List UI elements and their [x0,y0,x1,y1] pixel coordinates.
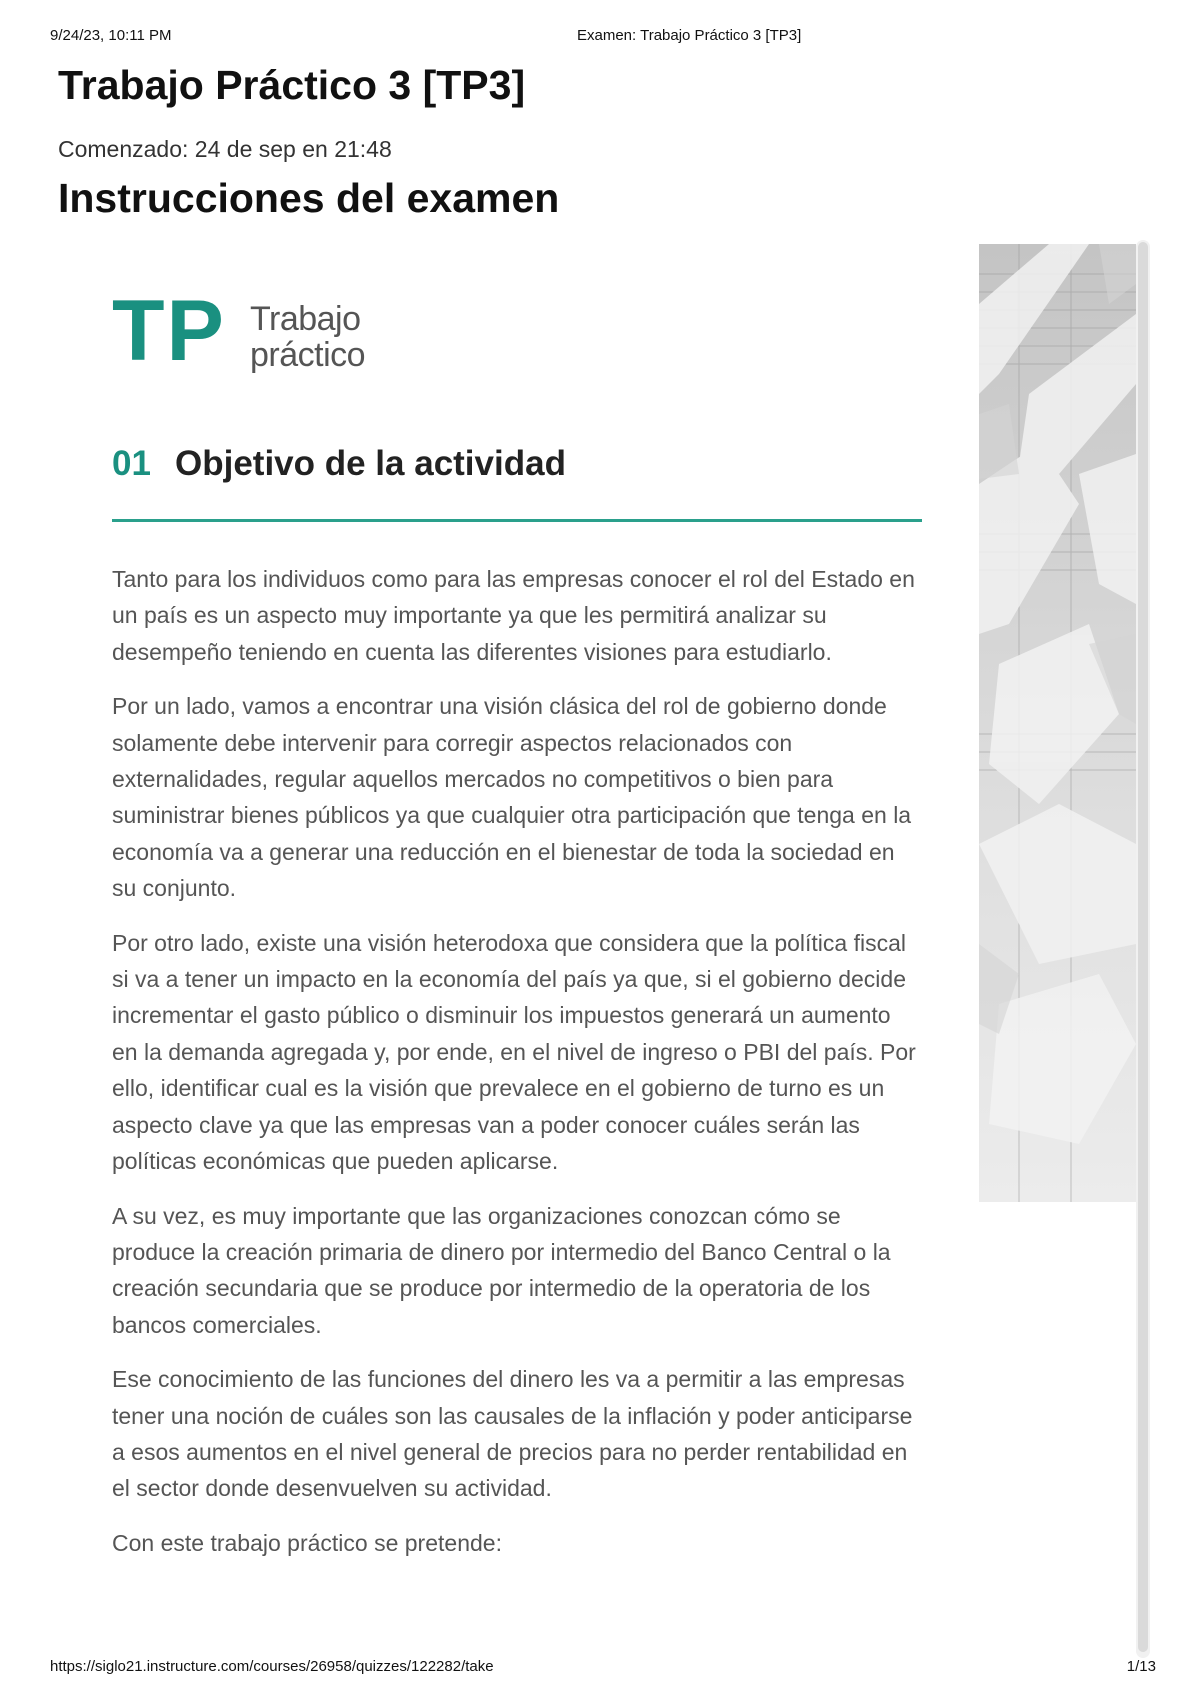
print-header [0,27,1200,51]
instructions-heading: Instrucciones del examen [58,175,560,221]
print-datetime: 9/24/23, 10:11 PM [50,27,172,44]
scrollbar-thumb[interactable] [1138,242,1148,1652]
print-page-number: 1/13 [1126,1658,1156,1675]
paragraph: Por un lado, vamos a encontrar una visión clásica del rol de gobierno donde solamente debe intervenir para corregir aspectos relacionados con externalidades, regular aquellos mercados no competitivos o bien para suministrar bienes públicos ya que cualquier otra participación que tenga en la economía va a generar una reducción en el bienestar de toda la sociedad en su conjunto. [112,693,912,902]
tp-logo-letters: TP [112,283,226,379]
objective-body [112,561,922,1579]
print-url: https://siglo21.instructure.com/courses/26958/quizzes/122282/take [50,1658,494,1675]
paragraph: A su vez, es muy importante que las organizaciones conozcan cómo se produce la creación primaria de dinero por intermedio del Banco Central o la creación secundaria que se produce por intermedio de la operatoria de los bancos comerciales. [112,1202,891,1338]
print-document-title: Examen: Trabajo Práctico 3 [TP3] [577,27,802,44]
paragraph: Con este trabajo práctico se pretende: [112,1529,502,1556]
page-title: Trabajo Práctico 3 [TP3] [58,62,526,108]
print-footer [0,1658,1200,1682]
content-scrollbar[interactable] [1136,240,1150,1658]
started-timestamp: Comenzado: 24 de sep en 21:48 [58,136,392,162]
objective-title: Objetivo de la actividad [175,444,566,483]
paragraph: Tanto para los individuos como para las empresas conocer el rol del Estado en un país es un aspecto muy importante ya que les permitirá analizar su desempeño teniendo en cuenta las diferentes visiones para estudiarlo. [112,566,915,665]
objective-divider [112,519,922,522]
paragraph: Por otro lado, existe una visión heterodoxa que considera que la política fiscal si va a tener un impacto en la economía del país ya que, si el gobierno decide incrementar el gasto público o disminuir los impuestos generará un aumento en la demanda agregada y, por ende, en el nivel de ingreso o PBI del país. Por ello, identificar cual es la visión que prevalece en el gobierno de turno es un aspecto clave ya que las empresas van a poder conocer cuáles serán las políticas económicas que pueden aplicarse. [112,929,916,1175]
objective-number: 01 [112,444,151,483]
tp-logo [112,283,412,380]
decorative-architecture-image [979,244,1136,1202]
tp-logo-word-practico: práctico [250,336,366,374]
tp-logo-word-trabajo: Trabajo [250,300,361,338]
paragraph: Ese conocimiento de las funciones del dinero les va a permitir a las empresas tener una noción de cuáles son las causales de la inflación y poder anticiparse a esos aumentos en el nivel general de precios para no perder rentabilidad en el sector donde desenvuelven su actividad. [112,1366,913,1502]
